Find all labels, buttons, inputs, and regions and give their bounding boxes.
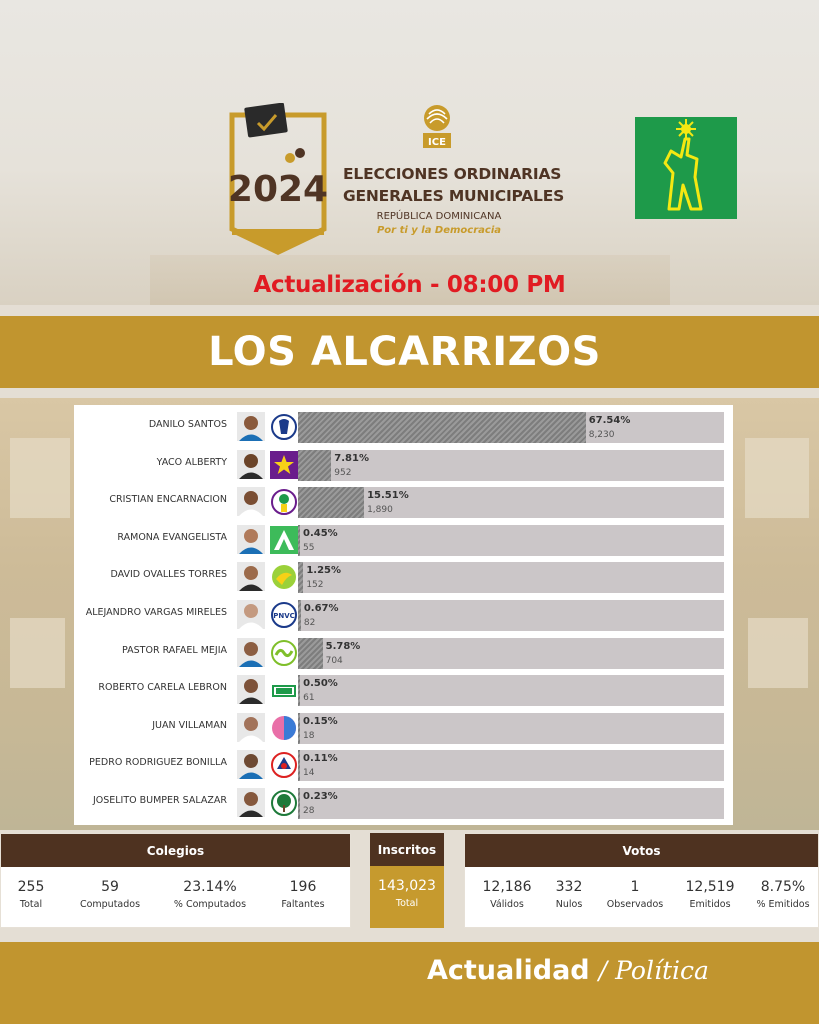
bar-track — [298, 525, 724, 556]
stat-label: Total — [19, 899, 43, 910]
colegios-faltantes — [269, 878, 337, 912]
party-emblem — [270, 526, 298, 554]
bar-track — [298, 788, 724, 819]
flag-party-icon — [270, 676, 298, 704]
bar-track — [298, 562, 724, 593]
votos-emitidos — [677, 878, 743, 912]
bar — [298, 562, 303, 593]
stat-value: 12,519 — [685, 879, 735, 895]
party-emblem — [270, 676, 298, 704]
stat-value: 196 — [289, 879, 317, 895]
ice-logo — [421, 104, 453, 150]
stat-value: 143,023 — [378, 878, 436, 894]
stat-label: Emitidos — [689, 899, 731, 910]
colegios-title: Colegios — [1, 834, 350, 867]
candidate-name: CRISTIAN ENCARNACION — [109, 494, 227, 506]
votos-observados — [601, 878, 669, 912]
stat-label: Faltantes — [281, 899, 325, 910]
colegios-box — [0, 833, 351, 928]
bar-track — [298, 638, 724, 669]
votes-label: 952 — [334, 467, 352, 478]
votes-label: 61 — [303, 693, 315, 704]
votes-label: 1,890 — [367, 505, 393, 516]
percent-label: 5.78% — [325, 640, 361, 652]
bar — [298, 525, 300, 556]
candidate-row — [74, 673, 733, 706]
party-emblem — [270, 789, 298, 817]
candidate-photo — [237, 788, 265, 817]
election-title-line1: ELECCIONES ORDINARIAS — [343, 165, 562, 183]
pld-icon — [270, 488, 298, 516]
inscritos-box — [370, 833, 444, 928]
party-emblem — [270, 639, 298, 667]
percent-label: 15.51% — [367, 490, 409, 502]
candidate-row — [74, 598, 733, 631]
header — [0, 0, 819, 305]
colegios-pct-computados — [161, 878, 259, 912]
subsection-name: / Política — [598, 956, 709, 985]
candidate-photo — [237, 638, 265, 667]
votes-label: 14 — [303, 768, 315, 779]
votos-box — [464, 833, 819, 928]
votos-title: Votos — [465, 834, 818, 867]
candidate-name: RAMONA EVANGELISTA — [117, 531, 227, 543]
percent-label: 0.50% — [303, 678, 338, 690]
bar — [298, 487, 364, 518]
footer — [0, 942, 819, 1024]
stat-value: 255 — [17, 879, 45, 895]
bar-track — [298, 750, 724, 781]
party-emblem — [270, 601, 298, 629]
bar-track — [298, 412, 724, 443]
pink-blue-party-icon — [270, 714, 298, 742]
party-emblem — [270, 488, 298, 516]
country-label: REPÚBLICA DOMINICANA — [376, 211, 502, 222]
votes-label: 8,230 — [588, 430, 615, 440]
candidate-photo — [237, 450, 265, 479]
colegios-computados — [71, 878, 149, 912]
bar — [298, 675, 300, 706]
municipality-name: LOS ALCARRIZOS — [208, 329, 601, 375]
candidate-photo — [237, 562, 265, 591]
votes-label: 55 — [303, 542, 315, 553]
bar-track — [298, 487, 724, 518]
stat-value: 12,186 — [482, 879, 532, 895]
candidate-row — [74, 786, 733, 819]
votos-pct-emitidos — [749, 878, 817, 912]
elections-2024-logo — [228, 103, 328, 258]
red-blue-party-icon — [270, 751, 298, 779]
bar — [298, 638, 323, 669]
party-emblem — [270, 714, 298, 742]
torch-figure-icon — [635, 117, 737, 219]
party-emblem — [270, 751, 298, 779]
candidate-photo — [237, 713, 265, 742]
candidate-photo — [237, 412, 265, 441]
candidate-row — [74, 560, 733, 593]
slogan: Por ti y la Democracia — [376, 225, 502, 236]
percent-label: 0.67% — [303, 603, 339, 614]
bar — [298, 600, 301, 631]
stat-label: Computados — [79, 899, 141, 910]
candidate-row — [74, 410, 733, 443]
candidate-name: PASTOR RAFAEL MEJIA — [122, 644, 227, 656]
candidate-name: DAVID OVALLES TORRES — [110, 569, 227, 581]
stat-label: Válidos — [490, 899, 524, 910]
section-name: Actualidad — [427, 955, 590, 986]
votes-label: 82 — [303, 618, 316, 628]
svg-text:PNVC: PNVC — [273, 612, 295, 620]
bar-track — [298, 675, 724, 706]
bar — [298, 450, 331, 481]
tree-party-icon — [270, 789, 298, 817]
stat-label: % Computados — [173, 899, 247, 910]
votes-label: 18 — [303, 730, 315, 741]
wave-party-icon — [270, 639, 298, 667]
bar-track — [298, 713, 724, 744]
percent-label: 67.54% — [588, 415, 631, 426]
ice-label: ICE — [428, 137, 446, 148]
percent-label: 0.23% — [303, 791, 338, 802]
inscritos-total — [370, 877, 444, 911]
candidate-row — [74, 636, 733, 669]
pnvc-icon — [270, 601, 298, 629]
party-emblem — [270, 451, 298, 479]
stat-value: 1 — [630, 879, 640, 895]
stat-label: Total — [395, 898, 419, 909]
bar — [298, 713, 300, 744]
candidate-name: JOSELITO BUMPER SALAZAR — [92, 795, 227, 806]
candidate-row — [74, 448, 733, 481]
bar — [298, 412, 586, 443]
election-title-line2: GENERALES MUNICIPALES — [343, 187, 565, 205]
party-logo — [635, 117, 737, 219]
colegios-total — [5, 878, 57, 912]
bar-track — [298, 600, 724, 631]
candidate-name: ALEJANDRO VARGAS MIRELES — [85, 607, 227, 618]
logo-year: 2024 — [228, 169, 328, 210]
candidate-photo — [237, 487, 265, 516]
section-label — [427, 955, 709, 986]
candidate-photo — [237, 750, 265, 779]
stat-value: 8.75% — [760, 879, 806, 895]
municipality-band — [0, 316, 819, 388]
votes-label: 704 — [325, 655, 343, 666]
bar — [298, 750, 300, 781]
star-party-icon — [270, 451, 298, 479]
bar — [298, 788, 300, 819]
candidate-row — [74, 485, 733, 518]
bar-track — [298, 450, 724, 481]
green-circle-party-icon — [270, 563, 298, 591]
prm-icon — [270, 413, 298, 441]
candidate-name: ROBERTO CARELA LEBRON — [98, 682, 227, 694]
stat-label: % Emitidos — [756, 899, 810, 910]
election-title — [343, 163, 565, 237]
candidate-name: YACO ALBERTY — [156, 456, 227, 468]
inscritos-title: Inscritos — [370, 833, 444, 866]
candidate-name: DANILO SANTOS — [148, 419, 227, 430]
percent-label: 0.45% — [303, 527, 338, 539]
votos-nulos — [545, 878, 593, 912]
results-chart — [74, 405, 733, 825]
percent-label: 0.11% — [303, 753, 338, 765]
party-emblem — [270, 413, 298, 441]
candidate-photo — [237, 600, 265, 629]
votes-label: 28 — [303, 806, 315, 816]
candidate-row — [74, 748, 733, 781]
stat-label: Nulos — [555, 899, 583, 910]
party-emblem — [270, 563, 298, 591]
votos-validos — [475, 878, 539, 912]
percent-label: 7.81% — [334, 452, 369, 464]
update-time: Actualización - 08:00 PM — [253, 272, 566, 298]
a-party-icon — [270, 526, 298, 554]
votes-label: 152 — [306, 580, 324, 591]
candidate-row — [74, 711, 733, 744]
candidate-name: JUAN VILLAMAN — [152, 719, 227, 731]
stat-value: 59 — [101, 879, 119, 895]
stat-value: 332 — [555, 879, 583, 895]
stat-label: Observados — [606, 899, 664, 910]
percent-label: 1.25% — [306, 565, 342, 577]
candidate-photo — [237, 675, 265, 704]
percent-label: 0.15% — [303, 715, 338, 727]
candidate-photo — [237, 525, 265, 554]
candidate-row — [74, 523, 733, 556]
stat-value: 23.14% — [183, 879, 237, 895]
candidate-name: PEDRO RODRIGUEZ BONILLA — [89, 757, 227, 769]
